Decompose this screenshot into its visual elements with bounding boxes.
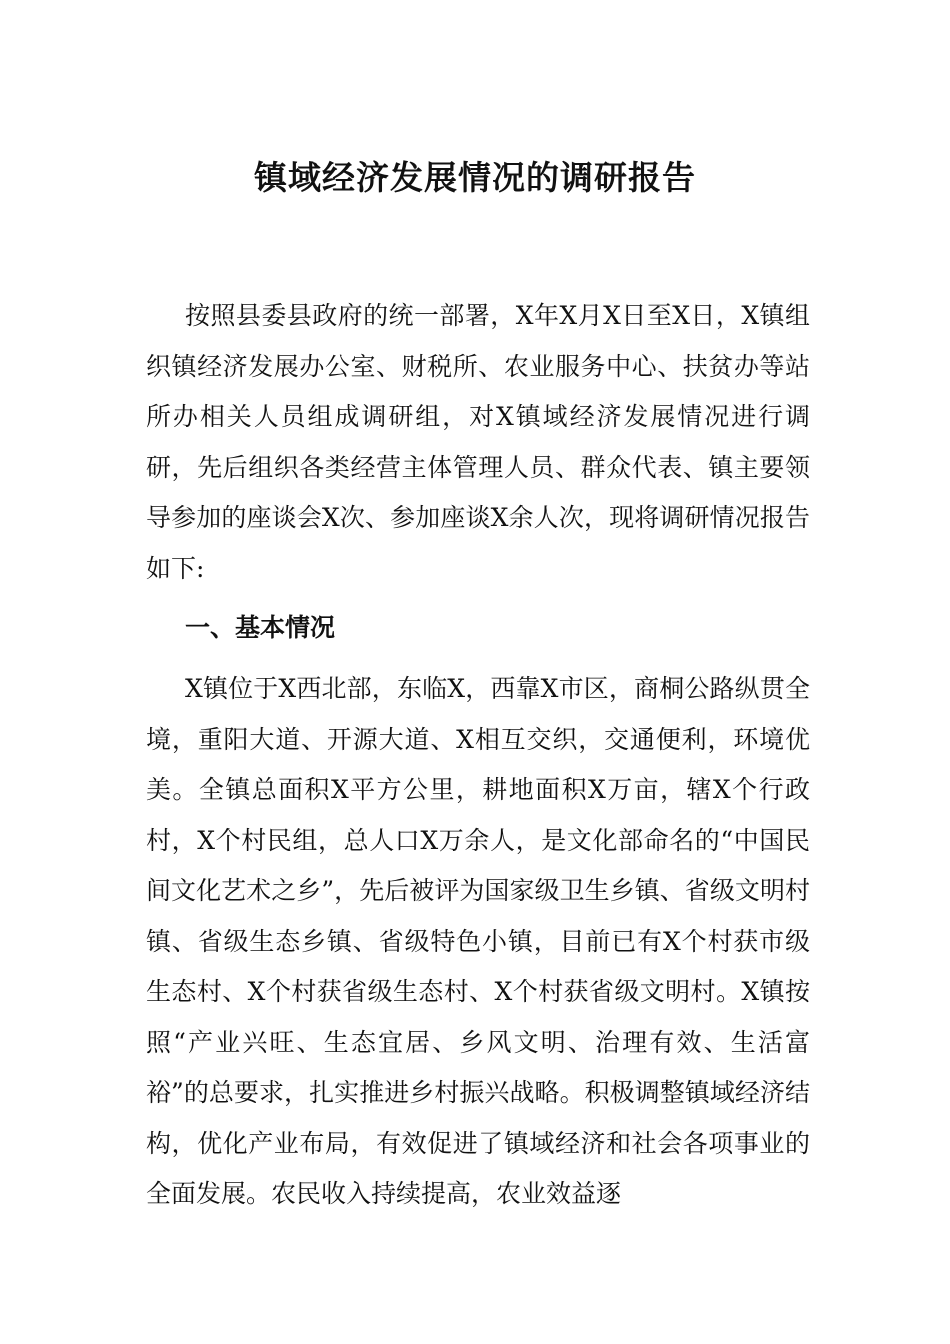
- intro-section: [146, 291, 810, 594]
- document-title: 镇域经济发展情况的调研报告: [254, 158, 696, 197]
- intro-paragraph: 按照县委县政府的统一部署，X年X月X日至X日，X镇组织镇经济发展办公室、财税所、农业服务中心、扶贫办等站所办相关人员组成调研组，对X镇域经济发展情况进行调研，先后组织各类经营主体管理人员、群众代表、镇主要领导参加的座谈会X次、参加座谈X余人次，现将调研情况报告如下:: [146, 301, 810, 583]
- basic-situation-paragraph: X镇位于X西北部，东临X，西靠X市区，商桐公路纵贯全境，重阳大道、开源大道、X相互交织，交通便利，环境优美。全镇总面积X平方公里，耕地面积X万亩，辖X个行政村，X个村民组，总人口X万余人，是文化部命名的“中国民间文化艺术之乡”，先后被评为国家级卫生乡镇、省级文明村镇、省级生态乡镇、省级特色小镇，目前已有X个村获市级生态村、X个村获省级生态村、X个村获省级文明村。X镇按照“产业兴旺、生态宜居、乡风文明、治理有效、生活富裕”的总要求，扎实推进乡村振兴战略。积极调整镇域经济结构，优化产业布局，有效促进了镇域经济和社会各项事业的全面发展。农民收入持续提高，农业效益逐: [146, 674, 810, 1208]
- section-heading-basic-situation: 一、基本情况: [185, 613, 336, 642]
- basic-situation-section: [146, 664, 810, 1220]
